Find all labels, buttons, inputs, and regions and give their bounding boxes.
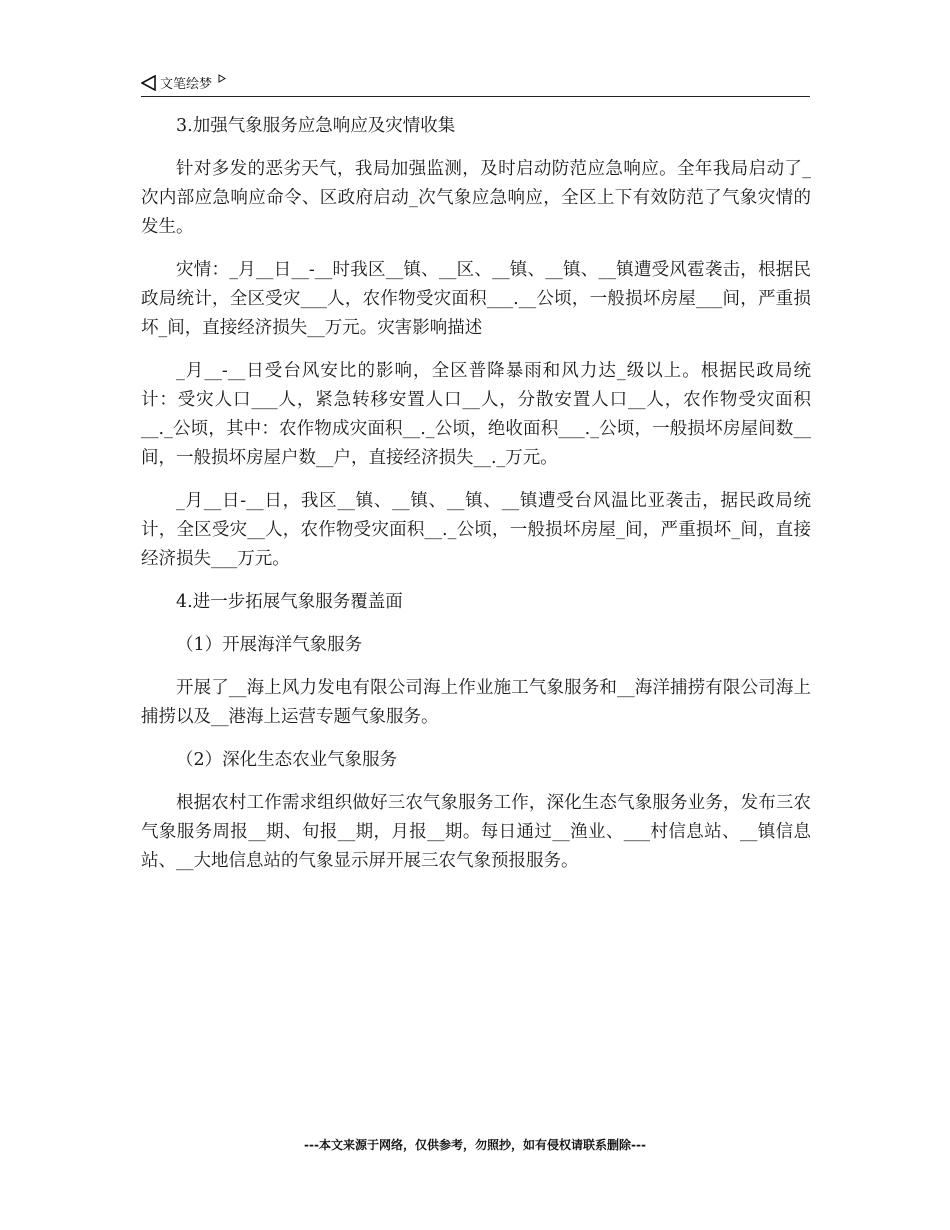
triangle-arrow-icon (141, 75, 156, 91)
page-header (141, 70, 810, 97)
body-paragraph: 灾情：_月__日__-__时我区__镇、__区、__镇、__镇、__镇遭受风雹袭击，根据民政局统计，全区受灾___人，农作物受灾面积___.__公顷，一般损坏房屋___间，严重损坏_间，直接经济损失__万元。灾害影响描述 (141, 260, 811, 338)
section-heading: 3.加强气象服务应急响应及灾情收集 (176, 116, 456, 136)
document-body (141, 112, 811, 876)
section-heading: 4.进一步拓展气象服务覆盖面 (176, 592, 403, 612)
subsection-heading: （2）深化生态农业气象服务 (176, 750, 398, 770)
body-paragraph: 开展了__海上风力发电有限公司海上作业施工气象服务和__海洋捕捞有限公司海上捕捞以及__港海上运营专题气象服务。 (141, 678, 811, 727)
body-paragraph: 针对多发的恶劣天气，我局加强监测，及时启动防范应急响应。全年我局启动了_次内部应急响应命令、区政府启动_次气象应急响应，全区上下有效防范了气象灾情的发生。 (141, 159, 811, 237)
page-footer: ---本文来源于网络，仅供参考，勿照抄，如有侵权请联系删除--- (304, 1138, 646, 1152)
body-paragraph: _月__日-__日，我区__镇、__镇、__镇、__镇遭受台风温比亚袭击，据民政局统计，全区受灾__人，农作物受灾面积__._公顷，一般损坏房屋_间，严重损坏_间，直接经济损失___万元。 (141, 491, 811, 569)
logo-text: 文笔绘梦 (160, 77, 213, 92)
body-paragraph: 根据农村工作需求组织做好三农气象服务工作，深化生态气象服务业务，发布三农气象服务周报__期、旬报__期，月报__期。每日通过__渔业、___村信息站、__镇信息站、__大地信息站的气象显示屏开展三农气象预报服务。 (141, 793, 811, 871)
small-triangle-icon (218, 74, 226, 83)
header-logo (141, 73, 226, 92)
subsection-heading: （1）开展海洋气象服务 (176, 635, 363, 655)
body-paragraph: _月__-__日受台风安比的影响，全区普降暴雨和风力达_级以上。根据民政局统计：受灾人口___人，紧急转移安置人口__人，分散安置人口__人，农作物受灾面积__._公顷，其中：农作物成灾面积__._公顷，绝收面积___._公顷，一般损坏房屋间数__间，一般损坏房屋户数__户，直接经济损失__._万元。 (141, 361, 811, 468)
